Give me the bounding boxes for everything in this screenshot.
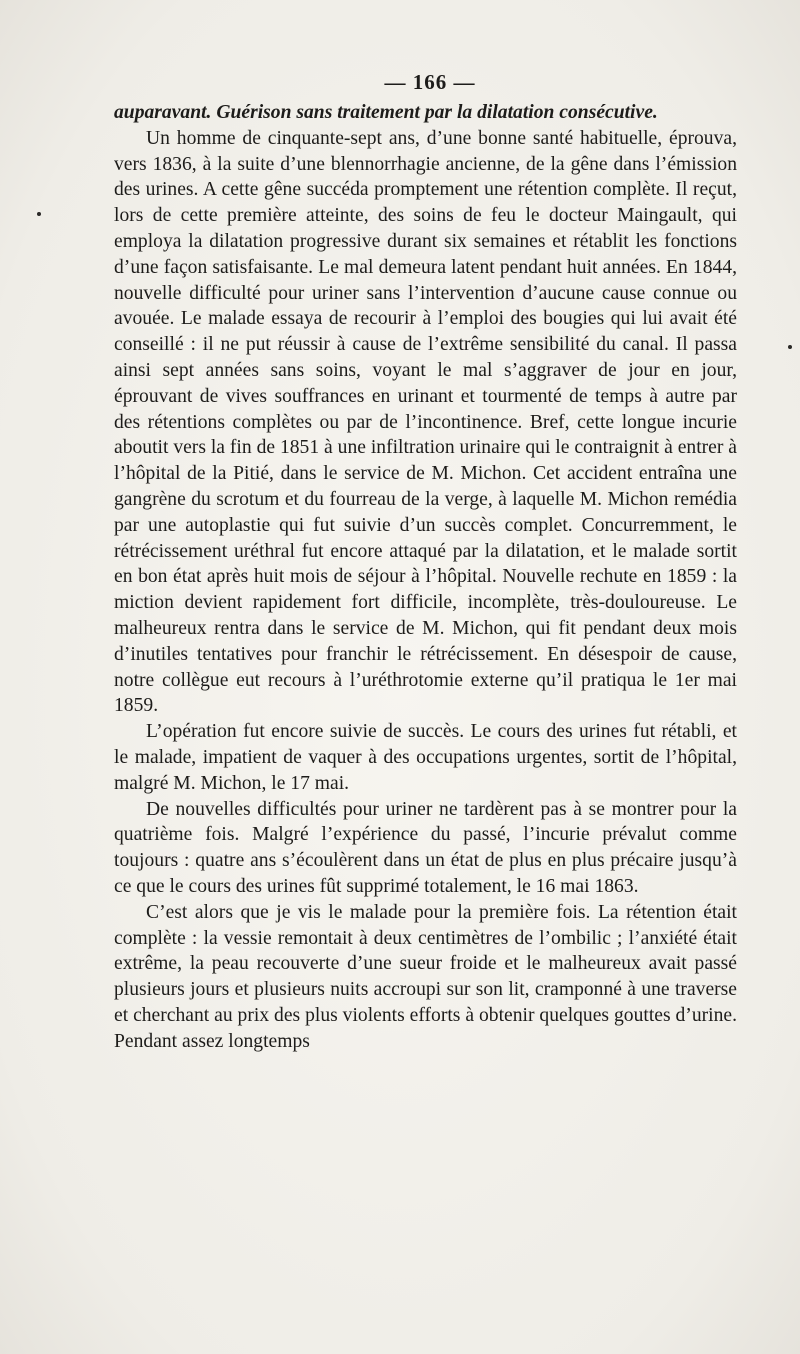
margin-mark [788, 345, 792, 349]
paragraph-first-visit: C’est alors que je vis le malade pour la première fois. La rétention était complète : la vessie remontait à deux centimètres de l’ombilic ; l’anxiété était extrême, la peau recouverte d’une sueur froide et le malheureux avait passé plusieurs jours et plusieurs nuits accroupi sur son lit, cramponné à une traverse et cherchant au prix des plus violents efforts à obtenir quelques gouttes d’urine. Pendant assez longtemps [114, 901, 737, 1052]
paragraph-new-difficulties: De nouvelles difficultés pour uriner ne tardèrent pas à se montrer pour la quatrième fois. Malgré l’expérience du passé, l’incurie prévalut comme toujours : quatre ans s’écoulèrent dans un état de plus en plus précaire jusqu’à ce que le cours des urines fût supprimé totalement, le 16 mai 1863. [114, 798, 737, 897]
paragraph-opening [114, 100, 737, 126]
body-text [114, 100, 737, 1054]
paragraph-operation: L’opération fut encore suivie de succès. Le cours des urines fut rétabli, et le malade, impatient de vaquer à des occupations urgentes, sortit de l’hôpital, malgré M. Michon, le 17 mai. [114, 721, 737, 794]
italic-heading: auparavant. Guérison sans traitement par la dilatation consécutive. [114, 102, 658, 123]
paragraph-case-history: Un homme de cinquante-sept ans, d’une bonne santé habituelle, éprouva, vers 1836, à la suite d’une blennorrhagie ancienne, de la gêne dans l’émission des urines. A cette gêne succéda promptement une rétention complète. Il reçut, lors de cette première atteinte, des soins de feu le docteur Maingault, qui employa la dilatation progressive durant six semaines et rétablit les fonctions d’une façon satisfaisante. Le mal demeura latent pendant huit années. En 1844, nouvelle difficulté pour uriner sans l’intervention d’aucune cause connue ou avouée. Le malade essaya de recourir à l’emploi des bougies qui lui avait été conseillé : il ne put réussir à cause de l’extrême sensibilité du canal. Il passa ainsi sept années sans soins, voyant le mal s’aggraver de jour en jour, éprouvant de vives souffrances en urinant et tourmenté de temps à autre par des rétentions complètes ou par de l’incontinence. Bref, cette longue incurie aboutit vers la fin de 1851 à une infiltration urinaire qui le contraignit à entrer à l’hôpital de la Pitié, dans le service de M. Michon. Cet accident entraîna une gangrène du scrotum et du fourreau de la verge, à laquelle M. Michon remédia par une autoplastie qui fut suivie d’un succès complet. Concurremment, le rétrécissement uréthral fut encore attaqué par la dilatation, et le malade sortit en bon état après huit mois de séjour à l’hôpital. Nouvelle rechute en 1859 : la miction devient rapidement fort difficile, incomplète, très-douloureuse. Le malheureux rentra dans le service de M. Michon, qui fit pendant deux mois d’inutiles tentatives pour franchir le rétrécissement. En désespoir de cause, notre collègue eut recours à l’uréthrotomie externe qu’il pratiqua le 1er mai 1859. [114, 127, 737, 717]
page-number: — 166 — [384, 70, 476, 94]
margin-mark [37, 212, 41, 216]
